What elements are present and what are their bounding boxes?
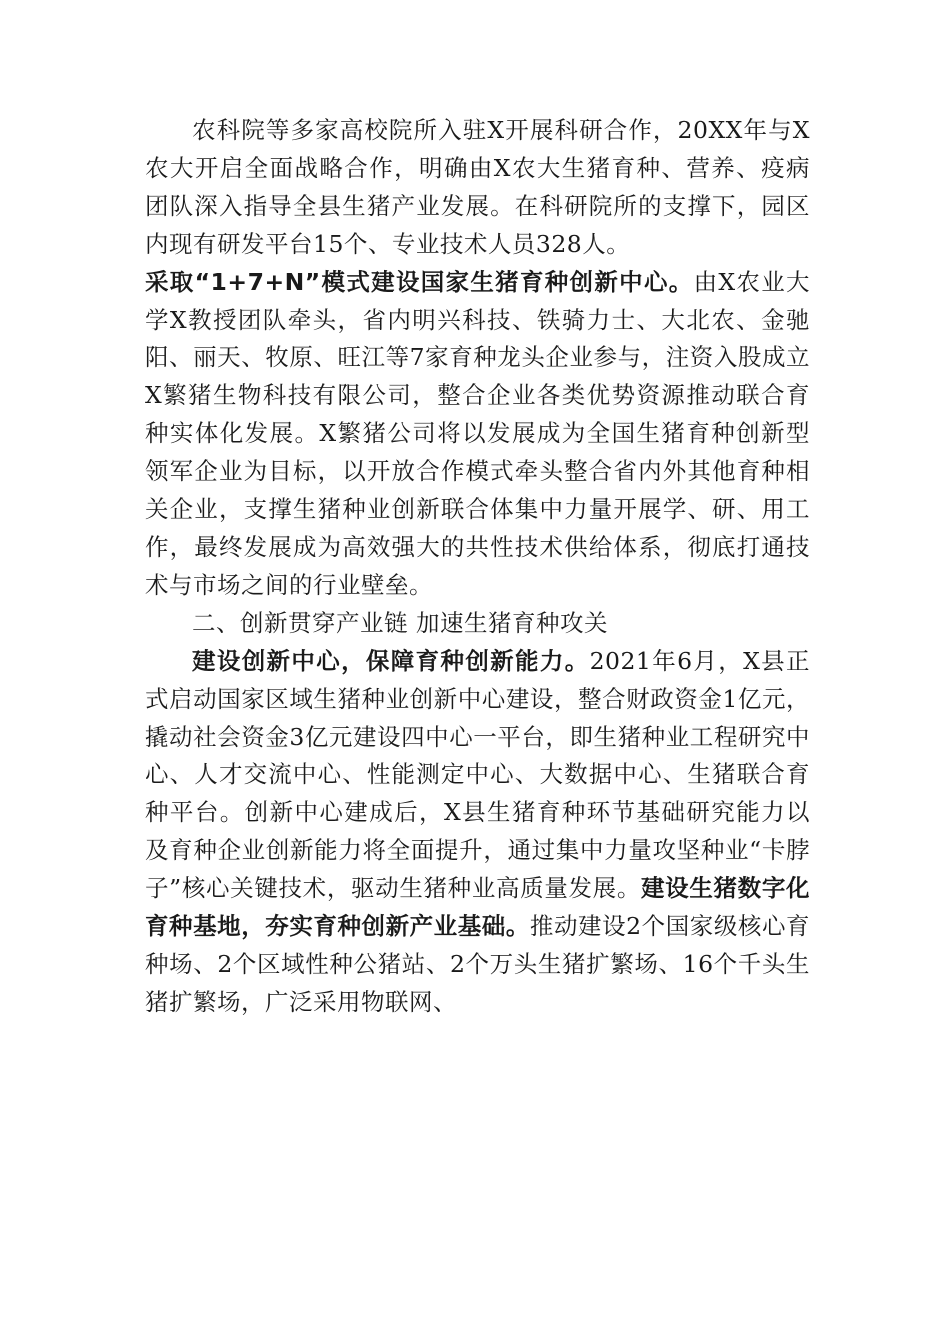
document-body: [145, 112, 810, 1022]
paragraph-breeding-center: [145, 264, 810, 605]
paragraph-text: 推动建设2个国家级核心育种场、2个区域性种公猪站、2个万头生猪扩繁场、16个千头生猪扩繁场，广泛采用物联网、: [145, 912, 811, 1016]
bold-lead-sentence: 采取“1+7+N”模式建设国家生猪育种创新中心。: [145, 267, 694, 296]
paragraph-innovation-center: [145, 643, 810, 1022]
paragraph-text: 2021年6月，X县正式启动国家区域生猪种业创新中心建设，整合财政资金1亿元，撬动社会资金3亿元建设四中心一平台，即生猪种业工程研究中心、人才交流中心、性能测定中心、大数据中心、生猪联合育种平台。创新中心建成后，X县生猪育种环节基础研究能力以及育种企业创新能力将全面提升，通过集中力量攻坚种业“卡脖子”核心关键技术，驱动生猪种业高质量发展。: [145, 646, 810, 903]
bold-lead-sentence: 建设创新中心，保障育种创新能力。: [192, 646, 590, 675]
section-heading: 二、创新贯穿产业链 加速生猪育种攻关: [192, 608, 608, 637]
paragraph-text: 农科院等多家高校院所入驻X开展科研合作，20XX年与X农大开启全面战略合作，明确由X农大生猪育种、营养、疫病团队深入指导全县生猪产业发展。在科研院所的支撑下，园区内现有研发平台15个、专业技术人员328人。: [145, 116, 810, 258]
paragraph-text: 由X农业大学X教授团队牵头，省内明兴科技、铁骑力士、大北农、金驰阳、丽天、牧原、旺江等7家育种龙头企业参与，注资入股成立X繁猪生物科技有限公司，整合企业各类优势资源推动联合育种实体化发展。X繁猪公司将以发展成为全国生猪育种创新型领军企业为目标，以开放合作模式牵头整合省内外其他育种相关企业，支撑生猪种业创新联合体集中力量开展学、研、用工作，最终发展成为高效强大的共性技术供给体系，彻底打通技术与市场之间的行业壁垒。: [145, 267, 810, 599]
paragraph-research-cooperation: [145, 112, 810, 264]
bold-lead-sentence: 建设生猪数字化育种基地，夯实育种创新产业基础。: [145, 874, 811, 941]
